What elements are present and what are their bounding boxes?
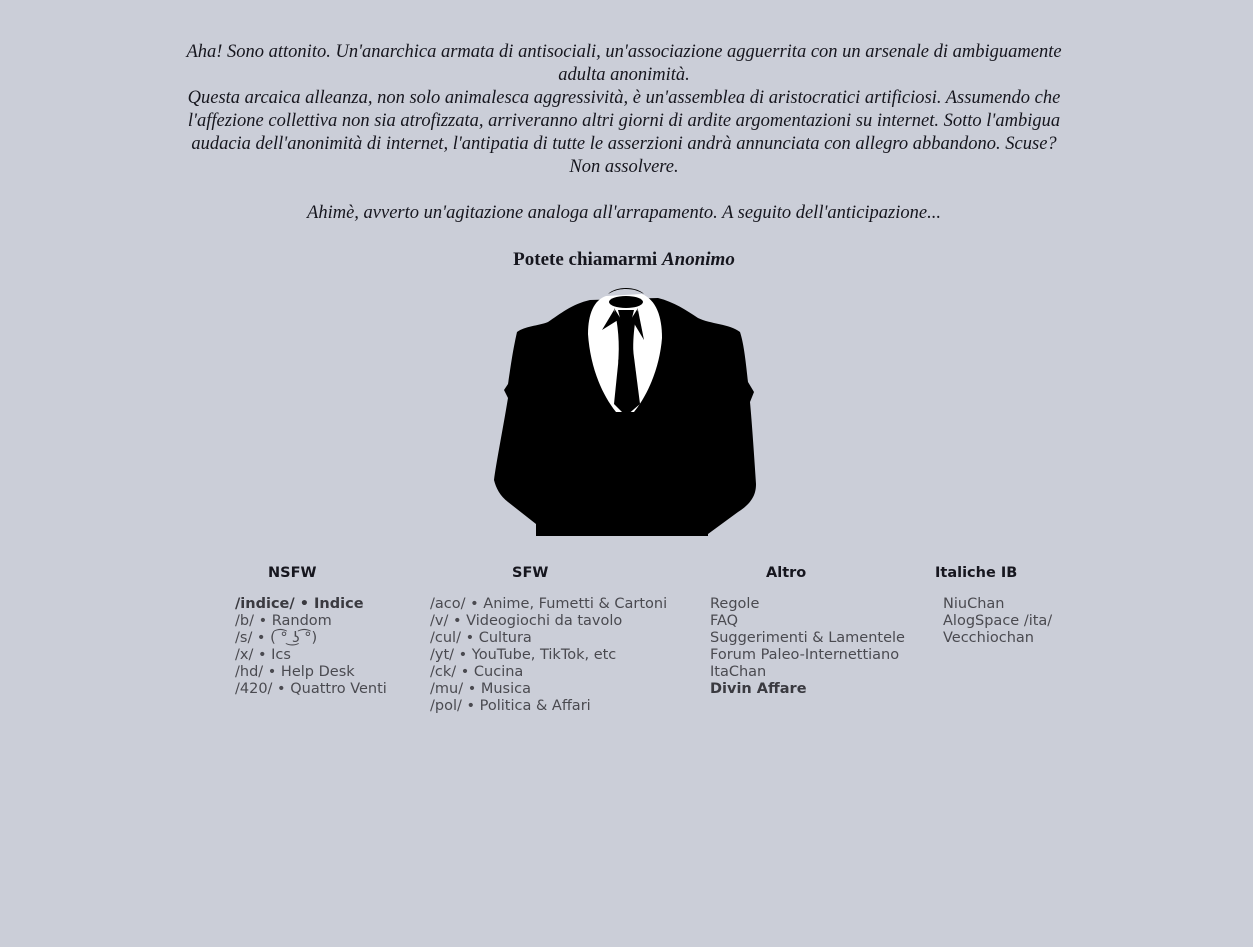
italiche-link-list [943,596,1052,647]
intro-text [176,41,1072,225]
title-name: Anonimo [661,249,735,270]
board-link-hd[interactable]: /hd/ • Help Desk [235,664,355,680]
link-niuchan[interactable]: NiuChan [943,596,1005,612]
link-suggerimenti[interactable]: Suggerimenti & Lamentele [710,630,905,646]
italiche-column-title: Italiche IB [935,565,1018,581]
board-link-pol[interactable]: /pol/ • Politica & Affari [430,698,591,714]
board-link-aco[interactable]: /aco/ • Anime, Fumetti & Cartoni [430,596,668,612]
sfw-column-title: SFW [512,565,549,581]
link-itachan[interactable]: ItaChan [710,664,767,680]
board-link-indice[interactable]: /indice/ • Indice [235,596,364,612]
board-link-b[interactable]: /b/ • Random [235,613,332,629]
intro-paragraph-2: Questa arcaica alleanza, non solo animalesca aggressività, è un'assemblea di aristocratici artificiosi. Assumendo che l'affezione collettiva non sia atrofizzata, arriveranno altri giorni di ardite argomentazioni su internet. Sotto l'ambigua audacia dell'anonimità di internet, l'antipatia di tutte le asserzioni andrà annunciata con allegro abbandono. Scuse? Non assolvere. [187,88,1061,177]
board-link-mu[interactable]: /mu/ • Musica [430,681,531,697]
board-link-yt[interactable]: /yt/ • YouTube, TikTok, etc [430,647,617,663]
board-link-ck[interactable]: /ck/ • Cucina [430,664,524,680]
link-vecchiochan[interactable]: Vecchiochan [943,630,1034,646]
board-link-cul[interactable]: /cul/ • Cultura [430,630,532,646]
title-prefix: Potete chiamarmi [513,249,658,270]
altro-link-list [710,596,905,698]
link-alogspace[interactable]: AlogSpace /ita/ [943,613,1053,629]
altro-column-title: Altro [766,565,807,581]
link-faq[interactable]: FAQ [710,613,739,629]
link-forum-paleo[interactable]: Forum Paleo-Internettiano [710,647,900,663]
board-link-420[interactable]: /420/ • Quattro Venti [235,681,387,697]
page-title [176,248,1072,271]
intro-closing: Ahimè, avverto un'agitazione analoga all'arrapamento. A seguito dell'anticipazione... [307,203,941,223]
board-link-s[interactable]: /s/ • ( ͡° ͜ʖ ͡°) [235,630,318,646]
board-link-x[interactable]: /x/ • Ics [235,647,291,663]
nsfw-column-title: NSFW [268,565,317,581]
nsfw-board-list [235,596,387,698]
intro-paragraph-1: Aha! Sono attonito. Un'anarchica armata di antisociali, un'associazione agguerrita con un arsenale di ambiguamente adulta anonimità. [186,42,1062,85]
link-divin-affare[interactable]: Divin Affare [710,681,807,697]
link-regole[interactable]: Regole [710,596,760,612]
board-link-v[interactable]: /v/ • Videogiochi da tavolo [430,613,623,629]
sfw-board-list [430,596,667,715]
headless-suit-icon [490,284,760,536]
